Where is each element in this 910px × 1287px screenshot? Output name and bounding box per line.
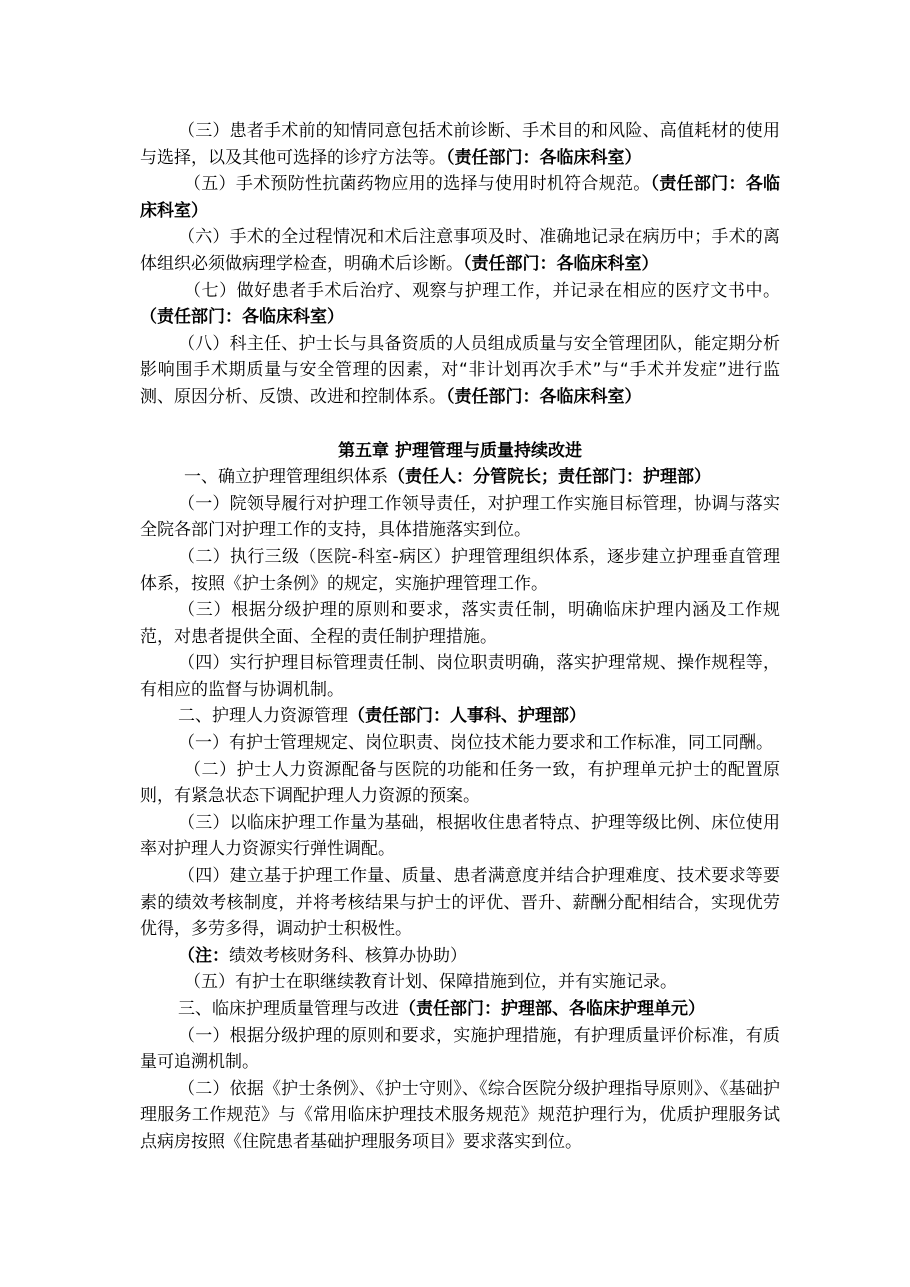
paragraph: （二）护士人力资源配备与医院的功能和任务一致，有护理单元护士的配置原则，有紧急状态下调配护理人力资源的预案。 xyxy=(140,759,780,807)
paragraph: （三）以临床护理工作量为基础，根据收住患者特点、护理等级比例、床位使用率对护理人力资源实行弹性调配。 xyxy=(140,812,780,860)
paragraph: （一）院领导履行对护理工作领导责任，对护理工作实施目标管理，协调与落实全院各部门对护理工作的支持，具体措施落实到位。 xyxy=(140,493,780,541)
chapter-title: 第五章 护理管理与质量持续改进 xyxy=(338,440,582,461)
paragraph: （四）建立基于护理工作量、质量、患者满意度并结合护理难度、技术要求等要素的绩效考核制度，并将考核结果与护士的评优、晋升、薪酬分配相结合，实现优劳优得，多劳多得，调动护士积极性。 xyxy=(140,866,780,940)
paragraph: （四）实行护理目标管理责任制、岗位职责明确，落实护理常规、操作规程等，有相应的监督与协调机制。 xyxy=(140,653,780,700)
paragraph: （七）做好患者手术后治疗、观察与护理工作，并记录在相应的医疗文书中。（责任部门：各临床科室） xyxy=(140,280,780,328)
paragraph: （三）患者手术前的知情同意包括术前诊断、手术目的和风险、高值耗材的使用与选择，以及其他可选择的诊疗方法等。（责任部门：各临床科室） xyxy=(140,121,780,168)
section-heading: 一、确立护理管理组织体系（责任人：分管院长；责任部门：护理部） xyxy=(184,467,711,488)
paragraph: （六）手术的全过程情况和术后注意事项及时、准确地记录在病历中；手术的离体组织必须做病理学检查，明确术后诊断。（责任部门：各临床科室） xyxy=(140,227,780,274)
paragraph: （二）依据《护士条例》、《护士守则》、《综合医院分级护理指导原则》、《基础护理服务工作规范》与《常用临床护理技术服务规范》规范护理行为，优质护理服务试点病房按照《住院患者基础护理服务项目》要求落实到位。 xyxy=(140,1078,780,1152)
paragraph: （一）有护士管理规定、岗位职责、岗位技术能力要求和工作标准，同工同酬。 xyxy=(178,733,773,754)
paragraph: （二）执行三级（医院-科室-病区）护理管理组织体系，逐步建立护理垂直管理体系，按照《护士条例》的规定，实施护理管理工作。 xyxy=(140,546,780,594)
section-heading: 三、临床护理质量管理与改进（责任部门：护理部、各临床护理单元） xyxy=(178,999,705,1019)
document-body xyxy=(140,118,780,1156)
section-heading: 二、护理人力资源管理（责任部门：人事科、护理部） xyxy=(178,706,586,727)
paragraph: （五）有护士在职继续教育计划、保障措施到位，并有实施记录。 xyxy=(184,972,677,993)
note: （注：绩效考核财务科、核算办协助） xyxy=(178,945,467,966)
paragraph: （一）根据分级护理的原则和要求，实施护理措施，有护理质量评价标准，有质量可追溯机制。 xyxy=(140,1025,780,1073)
paragraph: （五）手术预防性抗菌药物应用的选择与使用时机符合规范。（责任部门：各临床科室） xyxy=(140,174,781,221)
paragraph: （八）科主任、护士长与具备资质的人员组成质量与安全管理团队，能定期分析影响围手术期质量与安全管理的因素，对“非计划再次手术”与“手术并发症”进行监测、原因分析、反馈、改进和控制体系。（责任部门：各临床科室） xyxy=(140,333,780,407)
paragraph: （三）根据分级护理的原则和要求，落实责任制，明确临床护理内涵及工作规范，对患者提供全面、全程的责任制护理措施。 xyxy=(140,600,780,647)
